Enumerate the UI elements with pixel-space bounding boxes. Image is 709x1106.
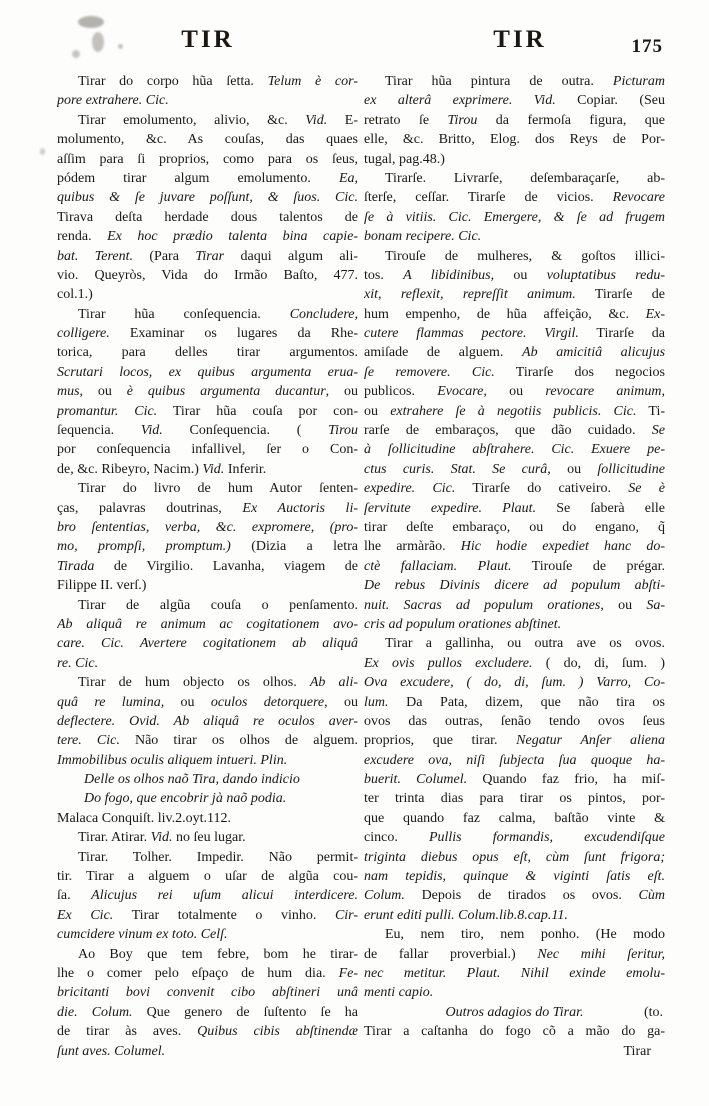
- roman-text-run: renda.: [57, 229, 108, 245]
- text-line: [364, 770, 665, 789]
- italic-text-run: cutere flammas pectore. Virgil.: [364, 326, 579, 342]
- text-line: [364, 247, 665, 266]
- roman-text-run: Tirouſe de prégar.: [511, 558, 665, 574]
- roman-text-run: Não tirar os olhos de alguem.: [119, 733, 358, 749]
- text-line: [364, 964, 665, 983]
- text-line: [57, 731, 358, 750]
- roman-text-run: ou: [364, 403, 391, 419]
- text-line: [364, 867, 665, 886]
- text-line: [364, 72, 665, 91]
- italic-text-run: Vid.: [140, 423, 163, 439]
- italic-text-run: erunt editi pulli. Colum.lib.8.cap.11.: [364, 907, 568, 923]
- italic-text-run: ſe removere. Cic.: [364, 364, 495, 380]
- italic-text-run: Vid.: [202, 461, 225, 477]
- roman-text-run: ou: [164, 694, 211, 710]
- text-line: [364, 150, 665, 169]
- italic-text-run: Quibus cibis abſtinendæ: [197, 1024, 358, 1040]
- italic-text-run: ctus curis. Stat. Se curâ,: [364, 461, 551, 477]
- italic-text-run: Evocare,: [437, 384, 487, 400]
- roman-text-run: Tirarſe do cativeiro.: [455, 481, 629, 497]
- text-line: [364, 479, 665, 498]
- roman-text-run: tos.: [364, 267, 404, 283]
- roman-text-run: Filippe II. verſ.): [57, 578, 147, 594]
- text-line: [364, 673, 665, 692]
- text-line: [364, 654, 665, 673]
- text-line: [364, 789, 665, 808]
- text-line: [364, 305, 665, 324]
- roman-text-run: tir. Tirar a alguem o uſar de algũa cou-: [57, 869, 358, 885]
- roman-text-run: ſequencia.: [57, 423, 141, 439]
- text-line: [57, 1003, 358, 1022]
- italic-text-run: die. Colum.: [57, 1004, 133, 1020]
- roman-text-run: Tirar. Atirar.: [78, 830, 151, 846]
- roman-text-run: que quando faz calma, baſtão vinte &: [364, 810, 665, 826]
- text-line: [364, 382, 665, 401]
- roman-text-run: vio. Queyròs, Vida do Irmão Baſto, 477.: [57, 267, 358, 283]
- roman-text-run: amiſade de alguem.: [364, 345, 523, 361]
- italic-text-run: ſollicitudine: [597, 461, 665, 477]
- italic-text-run: excudere ova, niſi ſubjecta ſua quoque ha-: [364, 752, 665, 768]
- italic-text-run: Outros adagios do Tirar.: [445, 1004, 584, 1020]
- text-line: [57, 1042, 358, 1061]
- italic-text-run: bonam recipere. Cic.: [364, 229, 482, 245]
- text-line: [364, 324, 665, 343]
- italic-text-run: Vid.: [150, 830, 173, 846]
- text-line: [57, 111, 358, 130]
- text-line: [364, 751, 665, 770]
- italic-text-run: Ab aliquâ re animum ac cogitationem avo-: [57, 616, 358, 632]
- italic-text-run: Tirar: [195, 248, 225, 264]
- italic-text-run: mo, prompſi, promptum.): [57, 539, 231, 555]
- italic-text-run: Nec mihi ſeritur,: [537, 946, 665, 962]
- text-line: [57, 440, 358, 459]
- text-line: [364, 983, 665, 1002]
- italic-text-run: Ex-: [645, 306, 665, 322]
- roman-text-run: hum empenho, de hũa affeição, &c.: [364, 306, 646, 322]
- text-line: [57, 227, 358, 246]
- text-line: [364, 460, 665, 479]
- italic-text-run: bricitanti bovi convenit cibo abſtineri unâ: [57, 985, 358, 1001]
- text-line: [364, 421, 665, 440]
- text-line: [364, 925, 665, 944]
- italic-text-run: Ex Auctoris li-: [242, 500, 358, 516]
- ink-smudge: [40, 148, 45, 155]
- roman-text-run: Tirar de algũa couſa o penſamento.: [78, 597, 358, 613]
- text-line: [364, 440, 665, 459]
- italic-text-run: De rebus Divinis dicere ad populum abſti-: [364, 578, 665, 594]
- roman-text-run: por conſequencia infallivel, ſer o Con-: [57, 442, 358, 458]
- text-line: [57, 693, 358, 712]
- text-line: [57, 925, 358, 944]
- text-line: [57, 208, 358, 227]
- text-line: [57, 382, 358, 401]
- roman-text-run: Ti-: [636, 403, 665, 419]
- text-line: [57, 654, 358, 673]
- italic-text-run: quibus & ſe juvare poſſunt, & ſuos. Cic.: [57, 190, 358, 206]
- text-line: [364, 130, 665, 149]
- running-head: [0, 26, 709, 60]
- italic-text-run: A libidinibus,: [403, 267, 495, 283]
- italic-text-run: quâ re lumina,: [57, 694, 165, 710]
- page-number: 175: [631, 36, 663, 57]
- text-line: [57, 518, 358, 537]
- roman-text-run: aſſim para ſi proprios, como para os ſeus,: [57, 151, 358, 167]
- text-line: [57, 1022, 358, 1041]
- text-line: [57, 91, 358, 110]
- italic-text-run: cumcidere vinum ex toto. Celſ.: [57, 927, 228, 943]
- italic-text-run: Cir-: [334, 907, 358, 923]
- roman-text-run: ou: [486, 384, 546, 400]
- running-title-right: TIR: [493, 26, 547, 53]
- italic-text-run: bat. Terent.: [57, 248, 134, 264]
- text-line: [57, 596, 358, 615]
- italic-text-run: Ab ali-: [309, 675, 358, 691]
- roman-text-run: Depois de tirados os ovos.: [404, 888, 639, 904]
- italic-text-run: à ſollicitudine abſtrahere. Cic. Exuere pe-: [364, 442, 665, 458]
- italic-text-run: ex alterâ exprimere. Vid.: [364, 93, 556, 109]
- text-line: [364, 518, 665, 537]
- text-line: [57, 673, 358, 692]
- roman-text-run: cinco.: [364, 830, 429, 846]
- roman-text-run: Tirar a caſtanha do fogo cõ a mão do ga-: [364, 1024, 665, 1040]
- text-line: [57, 712, 358, 731]
- roman-text-run: Quando faz frio, ha miſ-: [467, 772, 665, 788]
- text-line: [57, 751, 358, 770]
- text-line: [364, 634, 665, 653]
- italic-text-run: Concludere,: [289, 306, 358, 322]
- text-line: [364, 499, 665, 518]
- italic-text-run: pore extrahere. Cic.: [57, 93, 169, 109]
- text-line: [364, 906, 665, 925]
- roman-text-run: Da Pata, dizem, que não tira os: [388, 694, 665, 710]
- roman-text-run: rarſe de embaraços, que dão cuidado.: [364, 423, 652, 439]
- italic-text-run: Ova excudere, ( do, di, ſum. ) Varro, Co-: [364, 675, 665, 691]
- italic-text-run: Ex hoc prædio talenta bina capie-: [107, 229, 358, 245]
- text-line: [57, 343, 358, 362]
- italic-text-run: expedire. Cic.: [364, 481, 456, 497]
- text-line: [364, 537, 665, 556]
- text-line: [57, 169, 358, 188]
- italic-text-run: nuit. Sacras ad populum orationes: [364, 597, 601, 613]
- italic-text-run: Ex Cic.: [57, 907, 114, 923]
- roman-text-run: ou: [550, 461, 598, 477]
- italic-text-run: Scrutari locos, ex quibus argumenta erua-: [57, 364, 358, 380]
- text-line: [57, 557, 358, 576]
- roman-text-run: Tirar do corpo hũa ſetta.: [78, 74, 268, 89]
- text-line: [364, 188, 665, 207]
- roman-text-run: ſterſe, ceſſar. Tirarſe de vicios.: [364, 190, 613, 206]
- roman-text-run: Eu, nem tiro, nem ponho. (He modo: [385, 927, 665, 943]
- text-line: [57, 479, 358, 498]
- roman-text-run: publicos.: [364, 384, 438, 400]
- text-line: [364, 343, 665, 362]
- italic-text-run: Se è: [628, 481, 665, 497]
- italic-text-run: deflectere. Ovid. Ab aliquâ re oculos aver-: [57, 713, 358, 729]
- roman-text-run: molumento, &c. As couſas, das quaes: [57, 132, 358, 148]
- text-line: [57, 285, 358, 304]
- text-line: [364, 731, 665, 750]
- roman-text-run: Que genero de ſuſtento ſe ha: [132, 1004, 358, 1020]
- italic-text-run: extrahere ſe à negotiis publicis. Cic.: [390, 403, 637, 419]
- italic-text-run: Do fogo, que encobrir jà naõ podia.: [84, 791, 287, 807]
- text-line: [364, 712, 665, 731]
- left-text-column: [57, 72, 358, 1061]
- text-line: [57, 305, 358, 324]
- text-line: [57, 537, 358, 556]
- roman-text-run: Tirar: [623, 1043, 651, 1059]
- text-line: [364, 596, 665, 615]
- italic-text-run: oculos detorquere: [210, 694, 325, 710]
- roman-text-run: retrato ſe: [364, 112, 448, 128]
- text-line: [364, 945, 665, 964]
- roman-text-run: ou: [494, 267, 547, 283]
- roman-text-run: (Dizia a letra: [230, 539, 358, 555]
- roman-text-run: Tirarſe dos negocios: [494, 364, 665, 380]
- roman-text-run: Tirar de hum objecto os olhos.: [78, 675, 310, 691]
- text-line: [57, 867, 358, 886]
- roman-text-run: Tirar hũa conſequencia.: [78, 306, 290, 322]
- text-line: [57, 247, 358, 266]
- italic-text-run: ſervitute expedire. Plaut.: [364, 500, 537, 516]
- text-line: [57, 615, 358, 634]
- roman-text-run: de tirar às aves.: [57, 1024, 198, 1040]
- text-line: [364, 576, 665, 595]
- roman-text-run: elle, &c. Britto, Elog. dos Reys de Por-: [364, 132, 665, 148]
- italic-text-run: nam tepidis, quinque & viginti ſatis eſt.: [364, 869, 665, 885]
- roman-text-run: Tirar do livro de hum Autor ſenten-: [78, 481, 358, 497]
- roman-text-run: Tirouſe de mulheres, & goſtos illici-: [385, 248, 665, 264]
- roman-text-run: de fallar proverbial.): [364, 946, 538, 962]
- italic-text-run: promantur. Cic.: [57, 403, 158, 419]
- text-line: [364, 848, 665, 867]
- roman-text-run: , ou: [600, 597, 647, 613]
- roman-text-run: no ſeu lugar.: [172, 830, 246, 846]
- italic-text-run: Ab amicitiâ alicujus: [522, 345, 665, 361]
- roman-text-run: tirar deſte embaraço, ou do engano, q̃: [364, 519, 665, 535]
- roman-text-run: E-: [327, 112, 358, 128]
- text-line: [57, 150, 358, 169]
- right-text-column: [364, 72, 665, 1061]
- italic-text-run: re. Cic.: [57, 655, 99, 671]
- italic-text-run: Negatur Anſer aliena: [516, 733, 665, 749]
- italic-text-run: ſunt aves. Columel.: [57, 1043, 166, 1059]
- roman-text-run: ovos das outras, ſenão tendo ovos ſeus: [364, 713, 665, 729]
- roman-text-run: Tirar. Tolher. Impedir. Não permit-: [78, 849, 358, 865]
- roman-text-run: daqui algum ali-: [224, 248, 358, 264]
- italic-text-run: Ea,: [338, 170, 358, 186]
- text-line: [57, 72, 358, 91]
- italic-text-run: Delle os olhos naõ Tira, dando indicio: [84, 772, 300, 788]
- roman-text-run: Ao Boy que tem febre, bom he tirar-: [78, 946, 358, 962]
- roman-text-run: proprios, que tirar.: [364, 733, 517, 749]
- italic-text-run: care. Cic. Avertere cogitationem ab aliquâ: [57, 636, 358, 652]
- text-line: [364, 1003, 665, 1022]
- roman-text-run: de Virgilio. Lavanha, viagem de: [94, 558, 358, 574]
- italic-text-run: buerit. Columel.: [364, 772, 468, 788]
- italic-text-run: bro ſententias, verba, &c. expromere, (pro-: [57, 519, 358, 535]
- text-line: [364, 828, 665, 847]
- text-line: [364, 91, 665, 110]
- text-line: [364, 886, 665, 905]
- roman-text-run: (Para: [133, 248, 196, 264]
- text-line: [364, 615, 665, 634]
- roman-text-run: pódem tirar algum emolumento.: [57, 170, 339, 186]
- roman-text-run: ou: [83, 384, 127, 400]
- text-line: [364, 266, 665, 285]
- text-line: [364, 363, 665, 382]
- italic-text-run: triginta diebus opus eſt, cùm ſunt frigora;: [364, 849, 665, 865]
- roman-text-run: Tirar hũa couſa por con-: [157, 403, 358, 419]
- text-line: [57, 188, 358, 207]
- roman-text-run: Tirarſe. Livrarſe, deſembaraçarſe, ab-: [385, 170, 665, 186]
- text-line: [364, 809, 665, 828]
- text-line: [57, 460, 358, 479]
- roman-text-run: ( do, di, ſum. ): [532, 655, 665, 671]
- italic-text-run: Tirou: [328, 423, 358, 439]
- italic-text-run: Vid.: [305, 112, 328, 128]
- text-line: [57, 828, 358, 847]
- italic-text-run: Cùm: [638, 888, 665, 904]
- text-line: [364, 208, 665, 227]
- text-line: [57, 906, 358, 925]
- roman-text-run: Tirar hũa pintura de outra.: [385, 74, 613, 89]
- roman-text-run: Tirar emolumento, alivio, &c.: [78, 112, 306, 128]
- turnover-text: (to.: [643, 1004, 663, 1020]
- roman-text-run: ſa.: [57, 888, 92, 904]
- italic-text-run: Hic hodie expediet hanc do-: [460, 539, 665, 555]
- text-line: [364, 285, 665, 304]
- text-line: [57, 363, 358, 382]
- roman-text-run: Inferir.: [224, 461, 267, 477]
- italic-text-run: Se: [651, 423, 665, 439]
- italic-text-run: Fe-: [338, 965, 358, 981]
- text-line: [57, 848, 358, 867]
- roman-text-run: col.1.): [57, 287, 93, 303]
- italic-text-run: Picturam: [612, 74, 665, 89]
- roman-text-run: ter trinta dias para tirar os pintos, por-: [364, 791, 665, 807]
- italic-text-run: mus,: [57, 384, 84, 400]
- text-line: [364, 1022, 665, 1041]
- text-line: [57, 809, 358, 828]
- italic-text-run: menti capio.: [364, 985, 434, 1001]
- roman-text-run: Tirarſe da: [578, 326, 665, 342]
- text-line: [57, 886, 358, 905]
- italic-text-run: voluptatibus redu-: [546, 267, 665, 283]
- text-line: [57, 964, 358, 983]
- roman-text-run: Tirava deſta herdade dous talentos de: [57, 209, 358, 225]
- italic-text-run: xit, reflexit, repreſſit animum.: [364, 287, 576, 303]
- roman-text-run: lhe armàrão.: [364, 539, 461, 555]
- italic-text-run: Ex ovis pullos excludere.: [364, 655, 533, 671]
- catchword: [364, 1042, 665, 1061]
- italic-text-run: Tirada: [57, 558, 95, 574]
- italic-text-run: revocare animum,: [545, 384, 665, 400]
- italic-text-run: lum.: [364, 694, 389, 710]
- italic-text-run: ſe à vitiis. Cic. Emergere, & ſe ad frugem: [364, 209, 665, 225]
- italic-text-run: Pullis formandis, excudendiſque: [428, 830, 665, 846]
- italic-text-run: Telum è cor-: [267, 74, 358, 89]
- roman-text-run: Tirar totalmente o vinho.: [113, 907, 335, 923]
- running-title-left: TIR: [181, 26, 235, 53]
- roman-text-run: de, &c. Ribeyro, Nacim.): [57, 461, 203, 477]
- italic-text-run: Revocare: [612, 190, 665, 206]
- italic-text-run: Colum.: [364, 888, 405, 904]
- text-line: [57, 421, 358, 440]
- text-line: [364, 402, 665, 421]
- text-line: [364, 227, 665, 246]
- italic-text-run: Immobilibus oculis aliquem intueri. Plin.: [57, 752, 288, 768]
- italic-text-run: tere. Cic.: [57, 733, 120, 749]
- text-line: [57, 789, 358, 808]
- text-line: [57, 266, 358, 285]
- text-line: [57, 130, 358, 149]
- italic-text-run: nec metitur. Plaut. Nihil exinde emolu-: [364, 965, 665, 981]
- roman-text-run: Copiar. (Seu: [555, 93, 665, 109]
- roman-text-run: Examinar os lugares da Rhe-: [109, 326, 358, 342]
- text-line: [57, 576, 358, 595]
- text-line: [364, 557, 665, 576]
- roman-text-run: Se ſaberà elle: [536, 500, 665, 516]
- italic-text-run: Sa-: [646, 597, 665, 613]
- roman-text-run: ças, palavras doutrinas,: [57, 500, 243, 516]
- text-line: [364, 111, 665, 130]
- text-line: [57, 324, 358, 343]
- italic-text-run: ctè fallaciam. Plaut.: [364, 558, 512, 574]
- text-line: [57, 634, 358, 653]
- italic-text-run: colligere.: [57, 326, 110, 342]
- italic-text-run: cris ad populum orationes abſtinet.: [364, 616, 562, 632]
- roman-text-run: torica, para delles tirar argumentos.: [57, 345, 358, 361]
- text-line: [364, 693, 665, 712]
- roman-text-run: Malaca Conquiſt. liv.2.oyt.112.: [57, 810, 231, 826]
- italic-text-run: Tirou: [447, 112, 478, 128]
- text-line: [364, 169, 665, 188]
- text-line: [57, 945, 358, 964]
- roman-text-run: , ou: [325, 384, 358, 400]
- roman-text-run: lhe o comer pelo eſpaço de hum dia.: [57, 965, 339, 981]
- roman-text-run: Tirarſe de: [575, 287, 665, 303]
- italic-text-run: è quibus argumenta ducantur: [126, 384, 326, 400]
- italic-text-run: Alicujus rei uſum alicui interdicere.: [91, 888, 358, 904]
- roman-text-run: Conſequencia. (: [162, 423, 329, 439]
- text-line: [57, 499, 358, 518]
- roman-text-run: tugal, pag.48.): [364, 151, 445, 167]
- text-line: [57, 770, 358, 789]
- roman-text-run: da fermoſa figura, que: [477, 112, 665, 128]
- text-line: [57, 983, 358, 1002]
- text-line: [57, 402, 358, 421]
- roman-text-run: Tirar a gallinha, ou outra ave os ovos.: [385, 636, 665, 652]
- roman-text-run: , ou: [324, 694, 358, 710]
